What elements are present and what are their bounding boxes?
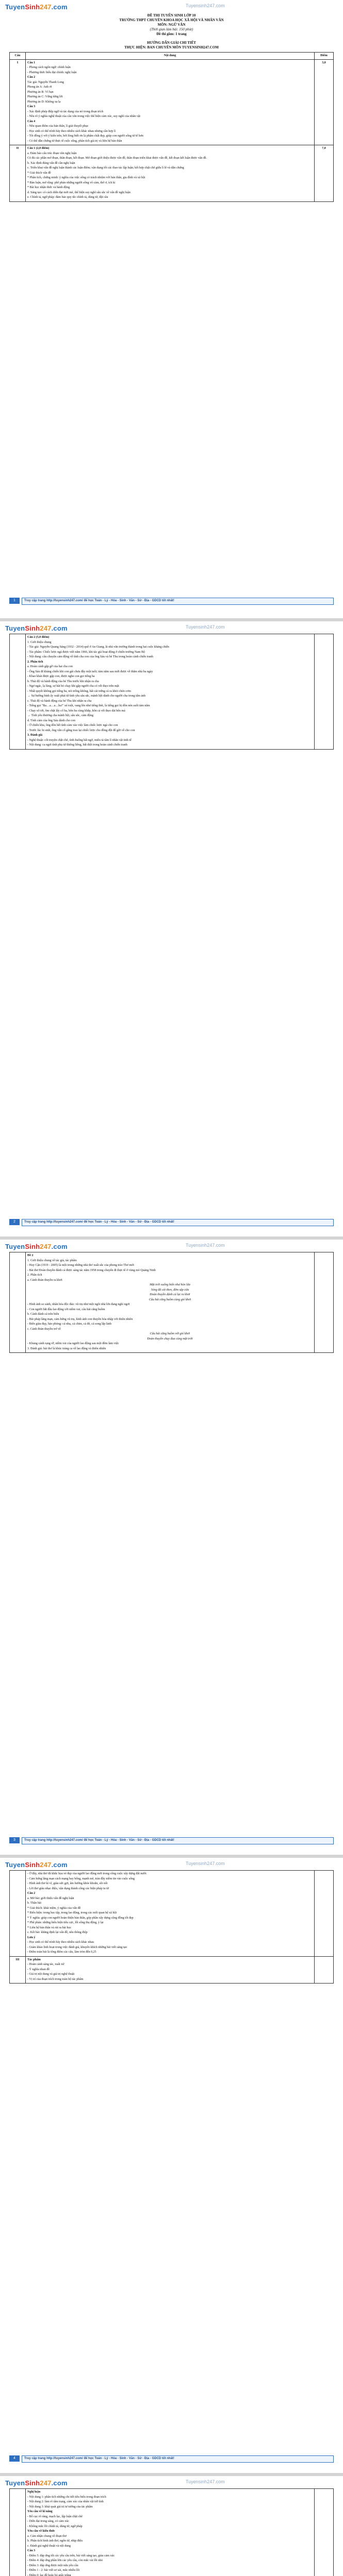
logo-text: .com	[51, 2479, 68, 2487]
content-line: - Ở chiến khu, ông dồn hết tình cảm vào việc làm chiếc lược ngà cho con	[27, 724, 118, 727]
content-line: - Điểm 1 - 2: bài viết sơ sài, mắc nhiều lỗi	[27, 2569, 80, 2572]
answer-table	[9, 52, 334, 202]
content-line: Yêu cầu về kiến thức	[27, 2530, 55, 2533]
logo-text: .com	[51, 3, 68, 11]
table-row	[10, 634, 334, 750]
content-line: d. Tình cảm của ông Sáu dành cho con	[27, 719, 76, 722]
content-line: * Phân tích, chứng minh: ý nghĩa của việc sống có trách nhiệm với bản thân, gia đình và xã hội	[27, 176, 145, 179]
exam-header-line: ĐỀ THI TUYỂN SINH LỚP 10	[147, 13, 196, 18]
footer-link-text[interactable]: Truy cập trang http://tuyensinh247.com/ để học Toán - Lý - Hóa - Sinh - Văn - Sử - Địa - GDCD tốt nhất!	[24, 2457, 174, 2460]
content-line: Câu 1	[27, 61, 36, 64]
content-line: - Nội dung 3: khái quát giá trị tư tưởng của tác phẩm	[27, 2505, 93, 2509]
content-line: b. Thân bài	[27, 1902, 42, 1905]
logo-text: Tuyen	[5, 1861, 25, 1869]
answer-table	[9, 2488, 334, 2576]
footer-link-text[interactable]: Truy cập trang http://tuyensinh247.com/ để học Toán - Lý - Hóa - Sinh - Văn - Sử - Địa - GDCD tốt nhất!	[24, 599, 174, 602]
content-line: Nghị luận	[27, 2490, 41, 2494]
content-line: - Tác phẩm: Chiếc lược ngà được viết năm 1966, khi tác giả hoạt động ở chiến trường Nam Bộ	[27, 650, 145, 654]
content-line: 1. Giới thiệu chung	[27, 640, 52, 644]
content-line: → Tình yêu thương cha mãnh liệt, sâu sắc, cảm động	[27, 714, 93, 717]
content-line: - Khung cảnh rạng rỡ, niềm vui của người lao động sau một đêm làm việc	[27, 1342, 119, 1345]
content-line: - Chạy xô tới, ôm chặt lấy cổ ba, hôn ba cùng khắp, hôn cả vết thẹo dài bên má	[27, 709, 125, 713]
logo-text: Tuyen	[5, 2479, 25, 2487]
content-line: * Giải thích: khái niệm, ý nghĩa của vấn đề	[27, 1906, 81, 1910]
page-number: 3	[9, 1837, 20, 1843]
column-header: Câu	[10, 53, 26, 60]
content-line: → Sự bướng bỉnh ấy xuất phát từ tình yêu sâu sắc, mãnh liệt dành cho người cha trong tấm ảnh	[27, 694, 146, 698]
verse-line: Đoàn thuyền đánh cá lại ra khơi	[150, 1293, 190, 1296]
content-line: Câu 2	[27, 1892, 36, 1895]
content-line: b. Thái độ và hành động của bé Thu trước khi nhận ra cha	[27, 680, 99, 683]
content-line: - Nội dung: câu chuyện cảm động về tình cha con của ông Sáu và bé Thu trong hoàn cảnh chiến tranh	[27, 655, 153, 658]
table-row	[10, 59, 334, 145]
content-line: Câu 3	[27, 105, 36, 108]
content-line: - Điểm 5: đáp ứng tốt các yêu cầu trên, bài viết sáng tạo, giàu cảm xúc	[27, 2554, 115, 2557]
content-line: - Diễn đạt trong sáng, có cảm xúc	[27, 2520, 69, 2523]
content-line: - Phương thức biểu đạt chính: nghị luận	[27, 71, 77, 74]
row-content	[26, 634, 315, 750]
row-points	[315, 1871, 334, 1957]
exam-header-line: MÔN: NGỮ VĂN	[157, 23, 186, 27]
content-line: - Trước lúc hi sinh, ông vẫn cố gắng trao lại chiếc lược cho đồng đội để gửi về cho con	[27, 728, 135, 732]
content-line: Lưu ý	[27, 1936, 36, 1939]
content-line: - Vị trí của đoạn trích trong toàn bộ tác phẩm	[27, 1977, 84, 1981]
page-footer[interactable]	[22, 2455, 334, 2463]
exam-header-line: TRƯỜNG THPT CHUYÊN KHOA HỌC XÃ HỘI VÀ NHÂN VĂN	[119, 18, 224, 22]
document-page	[0, 618, 343, 1236]
content-line: 2. Phân tích	[27, 660, 43, 664]
document-page	[0, 1236, 343, 1855]
content-line: - Tôi đồng ý với ý kiến trên, bởi lòng biết ơn là phẩm chất đẹp, giúp con người sống tử tế hơn	[27, 134, 143, 138]
content-line: e. Chính tả, ngữ pháp: đảm bảo quy tắc chính tả, dùng từ, đặt câu	[27, 196, 108, 199]
site-logo[interactable]	[5, 624, 68, 634]
content-line: Câu 2	[27, 76, 36, 79]
logo-text: 247	[40, 3, 52, 11]
row-part: I	[10, 59, 26, 145]
row-part	[10, 1871, 26, 1957]
page-number: 1	[9, 598, 20, 604]
column-header: Nội dung	[26, 53, 315, 60]
logo-text: Sinh	[25, 1243, 40, 1250]
content-line: * Bài học nhận thức và hành động	[27, 186, 70, 189]
site-logo[interactable]	[5, 1243, 68, 1252]
content-line: b. Phân tích hình ảnh thơ, ngôn từ, nhịp điệu	[27, 2539, 83, 2543]
document-page	[0, 2473, 343, 2576]
content-line: a. Cảm nhận chung về đoạn thơ	[27, 2534, 67, 2538]
guide-title-line: HƯỚNG DẪN GIẢI CHI TIẾT	[147, 41, 196, 45]
content-line: - Tác giả: Nguyễn Quang Sáng (1932 - 2014) quê ở An Giang, là nhà văn trưởng thành trong hai cuộc kháng chiến	[27, 646, 169, 649]
watermark-text: Tuyensinh247.com	[186, 3, 225, 8]
answer-table	[9, 1870, 334, 1984]
content-line: Câu 3	[27, 2549, 36, 2552]
content-line: c. Kết bài: khẳng định lại vấn đề, nêu thông điệp	[27, 1931, 88, 1934]
row-content	[26, 59, 315, 145]
footer-link-text[interactable]: Truy cập trang http://tuyensinh247.com/ để học Toán - Lý - Hóa - Sinh - Văn - Sử - Địa - GDCD tốt nhất!	[24, 1839, 174, 1842]
guide-title-line: THỰC HIỆN: BAN CHUYÊN MÔN TUYENSINH247.COM	[124, 45, 219, 49]
row-part	[10, 1252, 26, 1353]
content-line: Câu 2 (5,0 điểm)	[27, 636, 50, 639]
content-line: - Học sinh có thể trình bày theo nhiều cách khác nhau nhưng cần hợp lí	[27, 129, 116, 133]
content-line: 1. Giới thiệu chung về tác giả, tác phẩm	[27, 1259, 77, 1262]
content-line: * Bàn luận, mở rộng: phê phán những người sống vô cảm, thờ ơ, ích kỉ	[27, 181, 116, 184]
content-line: - Xác định phép điệp ngữ và tác dụng của nó trong đoạn trích	[27, 110, 104, 113]
content-line: Có đủ các phần mở đoạn, thân đoạn, kết đoạn. Mở đoạn giới thiệu được vấn đề, thân đoạn triển khai được vấn đề, kết đoạn kết luận được vấn đề.	[27, 157, 207, 160]
content-line: - Tiếng gọi "Ba…a…a…ba!" xé ruột, vang lên như tiếng thét, là tiếng gọi bị dồn nén suốt tám năm	[27, 704, 150, 707]
page-number: 2	[9, 1219, 20, 1225]
content-line: - Hình ảnh thơ kì vĩ, giàu sức gợi, âm hưởng khỏe khoắn, sôi nổi	[27, 1882, 108, 1885]
content-line: - Ông Sáu đi kháng chiến khi con gái chưa đầy một tuổi; tám năm sau mới được về thăm nhà ba ngày	[27, 670, 153, 673]
content-line: c. Cảnh đoàn thuyền trở về	[27, 1327, 61, 1331]
content-line: - Biển giàu đẹp, hào phóng: cá nhụ, cá chim, cá đé, cá song lấp lánh	[27, 1323, 112, 1326]
logo-text: .com	[51, 624, 68, 632]
watermark-text: Tuyensinh247.com	[186, 624, 225, 630]
content-line: c. Triển khai vấn đề nghị luận thành các luận điểm; vận dụng tốt các thao tác lập luận; kết hợp chặt chẽ giữa lí lẽ và dẫn chứng	[27, 166, 184, 170]
row-part	[10, 634, 26, 750]
content-line: d. Sáng tạo: có cách diễn đạt mới mẻ, thể hiện suy nghĩ sâu sắc về vấn đề nghị luận	[27, 191, 130, 194]
table-row	[10, 1956, 334, 1984]
column-header: Điểm	[315, 53, 334, 60]
content-line: a. Cảnh đoàn thuyền ra khơi	[27, 1278, 62, 1282]
content-line: - Nêu rõ ý nghĩa nghệ thuật của câu văn trong việc thể hiện cảm xúc, suy nghĩ của nhân vật	[27, 115, 141, 118]
row-part: III	[10, 1956, 26, 1984]
content-line: - Giám khảo linh hoạt trong việc đánh giá, khuyến khích những bài viết sáng tạo	[27, 1945, 127, 1949]
content-line: * Ý nghĩa: giúp con người hoàn thiện bản thân, góp phần xây dựng cộng đồng tốt đẹp	[27, 1916, 134, 1920]
footer-link-text[interactable]: Truy cập trang http://tuyensinh247.com/ để học Toán - Lý - Hóa - Sinh - Văn - Sử - Địa - GDCD tốt nhất!	[24, 1221, 174, 1224]
logo-text: Sinh	[25, 1861, 40, 1869]
content-line: - Giá trị nội dung và giá trị nghệ thuật	[27, 1973, 75, 1976]
logo-text: Tuyen	[5, 1243, 25, 1250]
content-line: c. Thái độ và hành động của bé Thu khi nhận ra cha	[27, 699, 92, 703]
content-line: - Nội dung 2: làm rõ tâm trạng, cảm xúc của nhân vật trữ tình	[27, 2500, 104, 2503]
page-footer[interactable]	[22, 1219, 334, 1226]
content-line: Câu 4	[27, 120, 36, 123]
content-line: - Con người bắt đầu lao động với niềm vui, câu hát căng buồm	[27, 1308, 105, 1311]
content-line: - Cảm hứng lãng mạn cách mạng bay bổng, mạnh mẽ, tràn đầy niềm tin vào cuộc sống	[27, 1877, 135, 1880]
logo-text: Sinh	[25, 624, 40, 632]
verse-line: Câu hát căng buồm với gió khơi	[150, 1332, 190, 1335]
content-line: a. Đảm bảo cấu trúc đoạn văn nghị luận	[27, 151, 77, 155]
content-line: Phương án C: Vững từng lời	[27, 95, 63, 98]
content-line: 3. Đánh giá	[27, 734, 43, 737]
content-line: - Có thể dẫn chứng từ thực tế cuộc sống, phân tích giá trị và liên hệ bản thân	[27, 139, 122, 143]
logo-text: Tuyen	[5, 3, 25, 11]
content-line: - Phong cách ngôn ngữ: chính luận	[27, 66, 71, 69]
content-line: - Nhất quyết không gọi tiếng ba, nói trống không, hất cái trứng cá ra khỏi chén cơm	[27, 689, 131, 693]
logo-text: 247	[40, 1243, 52, 1250]
content-line: Yêu cầu về kĩ năng	[27, 2510, 53, 2513]
document-page	[0, 1855, 343, 2473]
content-line: 2. Phân tích	[27, 1274, 42, 1277]
content-line: - Bút pháp lãng mạn, cảm hứng vũ trụ, hình ảnh con thuyền hòa nhập với thiên nhiên	[27, 1317, 133, 1321]
content-line: - Hoàn cảnh sáng tác, xuất xứ	[27, 1963, 64, 1966]
watermark-text: Tuyensinh247.com	[186, 1243, 225, 1248]
row-part: II	[10, 145, 26, 202]
content-line: - Lời thơ giàu nhạc điệu, vận dụng thành công các biện pháp tu từ	[27, 1887, 109, 1890]
content-line: Phương án D: Không xa lạ	[27, 100, 61, 104]
verse-line: Đoàn thuyền chạy đua cùng mặt trời	[147, 1337, 193, 1341]
content-line: - Bố cục rõ ràng, mạch lạc, lập luận chặt chẽ	[27, 2515, 83, 2518]
row-points	[315, 2489, 334, 2576]
table-row	[10, 2489, 334, 2576]
table-row	[10, 1871, 334, 1957]
verse-line: Sóng đã cài then, đêm sập cửa	[151, 1288, 189, 1292]
row-content	[26, 1252, 315, 1353]
row-content	[26, 1871, 315, 1957]
logo-text: Sinh	[25, 3, 40, 11]
page-footer[interactable]	[22, 1837, 334, 1844]
row-part	[10, 2489, 26, 2576]
content-line: - Nội dung: ca ngợi tình phụ tử thiêng liêng, bất diệt trong hoàn cảnh chiến tranh	[27, 743, 127, 747]
table-row	[10, 1252, 334, 1353]
guide-title	[9, 41, 334, 50]
content-line: - Ý nghĩa nhan đề	[27, 1968, 50, 1971]
document-page	[0, 0, 343, 618]
row-points	[315, 1956, 334, 1984]
content-line: a. Mở bài: giới thiệu vấn đề nghị luận	[27, 1896, 74, 1900]
watermark-text: Tuyensinh247.com	[186, 2479, 225, 2484]
content-line: Phương án B: Vì bạn	[27, 90, 54, 94]
content-line: - Điểm toàn bài là tổng điểm các câu, làm tròn đến 0,25	[27, 1951, 96, 1954]
exam-header-line: (Thời gian làm bài: 150 phút)	[150, 27, 193, 31]
content-line: - Ở đây, nhà thơ đã khắc họa vẻ đẹp của người lao động mới trong công cuộc xây dựng đất nước	[27, 1872, 147, 1875]
content-line: Đề 2	[27, 1254, 34, 1257]
content-line: - Điểm 4: đáp ứng phần lớn các yêu cầu, còn mắc vài lỗi nhỏ	[27, 2559, 103, 2562]
answer-table	[9, 1252, 334, 1353]
watermark-text: Tuyensinh247.com	[186, 1861, 225, 1866]
content-line: c. Đánh giá nghệ thuật và nội dung	[27, 2544, 71, 2548]
content-line: - Khao khát được gặp con, được nghe con gọi tiếng ba	[27, 675, 95, 678]
site-logo[interactable]	[5, 1861, 68, 1870]
row-content	[26, 145, 315, 202]
table-row	[10, 145, 334, 202]
content-line: * Phê phán: những biểu hiện tiêu cực, lối sống thụ động, ỷ lại	[27, 1921, 104, 1924]
content-line: - Nội dung 1: phân tích những chi tiết tiêu biểu trong đoạn trích	[27, 2495, 106, 2499]
page-footer[interactable]	[22, 598, 334, 605]
verse-line: Câu hát căng buồm cùng gió khơi	[149, 1298, 191, 1301]
row-content	[26, 1956, 315, 1984]
content-line: * Biểu hiện: trong học tập, trong lao động, trong các mối quan hệ xã hội	[27, 1911, 117, 1914]
answer-table	[9, 634, 334, 750]
exam-header-line: Đề thi gồm: 1 trang	[156, 32, 187, 36]
content-line: Tác phẩm	[27, 1958, 41, 1961]
content-line: - Điểm 3: đáp ứng được một nửa yêu cầu	[27, 2564, 78, 2567]
content-line: Tác giả: Nguyễn Thanh Long	[27, 80, 64, 84]
content-line: Phong án A: Anh ơi	[27, 86, 52, 89]
logo-text: Sinh	[25, 2479, 40, 2487]
row-points: 7,0	[315, 145, 334, 202]
site-logo[interactable]	[5, 3, 68, 12]
logo-text: .com	[51, 1243, 68, 1250]
page-number: 4	[9, 2455, 20, 2462]
content-line: a. Hoàn cảnh gặp gỡ của hai cha con	[27, 665, 73, 668]
row-content	[26, 2489, 315, 2576]
row-points	[315, 634, 334, 750]
exam-header	[9, 13, 334, 37]
content-line: * Liên hệ bản thân và rút ra bài học	[27, 1926, 72, 1929]
content-line: - Học sinh có thể trình bày theo nhiều cách khác nhau	[27, 1941, 94, 1944]
logo-text: .com	[51, 1861, 68, 1869]
content-line: - Điểm 0: lạc đề hoặc bỏ giấy trắng	[27, 2573, 71, 2576]
content-line: - Nêu quan điểm của bản thân, lí giải thuyết phục	[27, 125, 89, 128]
content-line: Câu 1 (2,0 điểm)	[27, 147, 50, 150]
table-header-row	[10, 53, 334, 60]
site-logo[interactable]	[5, 2479, 68, 2488]
content-line: b. Xác định đúng vấn đề cần nghị luận	[27, 161, 75, 165]
content-line: - Ngơ ngác, lạ lùng, sợ hãi bỏ chạy khi gặp người cha có vết thẹo trên mặt	[27, 685, 119, 688]
logo-text: 247	[40, 1861, 52, 1869]
verse-line: Mặt trời xuống biển như hòn lửa	[150, 1283, 190, 1286]
logo-text: Tuyen	[5, 624, 25, 632]
content-line: - Hình ảnh so sánh, nhân hóa độc đáo: vũ trụ như một ngôi nhà lớn đang nghỉ ngơi	[27, 1303, 130, 1306]
content-line: - Nghệ thuật: cốt truyện chặt chẽ, tình huống bất ngờ, miêu tả tâm lí nhân vật tinh tế	[27, 738, 132, 742]
content-line: * Giải thích vấn đề	[27, 171, 51, 175]
row-points	[315, 1252, 334, 1353]
content-line: - Không mắc lỗi chính tả, dùng từ, ngữ pháp	[27, 2524, 83, 2528]
content-line: - Huy Cận (1919 - 2005) là một trong những nhà thơ xuất sắc của phong trào Thơ mới	[27, 1264, 134, 1267]
content-line: b. Cảnh đánh cá trên biển	[27, 1313, 59, 1316]
logo-text: 247	[40, 624, 52, 632]
row-points: 3,0	[315, 59, 334, 145]
content-line: - Bài thơ Đoàn thuyền đánh cá được sáng tác năm 1958 trong chuyến đi thực tế ở vùng mỏ Quảng Ninh	[27, 1268, 156, 1272]
logo-text: 247	[40, 2479, 52, 2487]
content-line: 3. Đánh giá: bài thơ là khúc tráng ca về lao động và thiên nhiên	[27, 1347, 106, 1350]
